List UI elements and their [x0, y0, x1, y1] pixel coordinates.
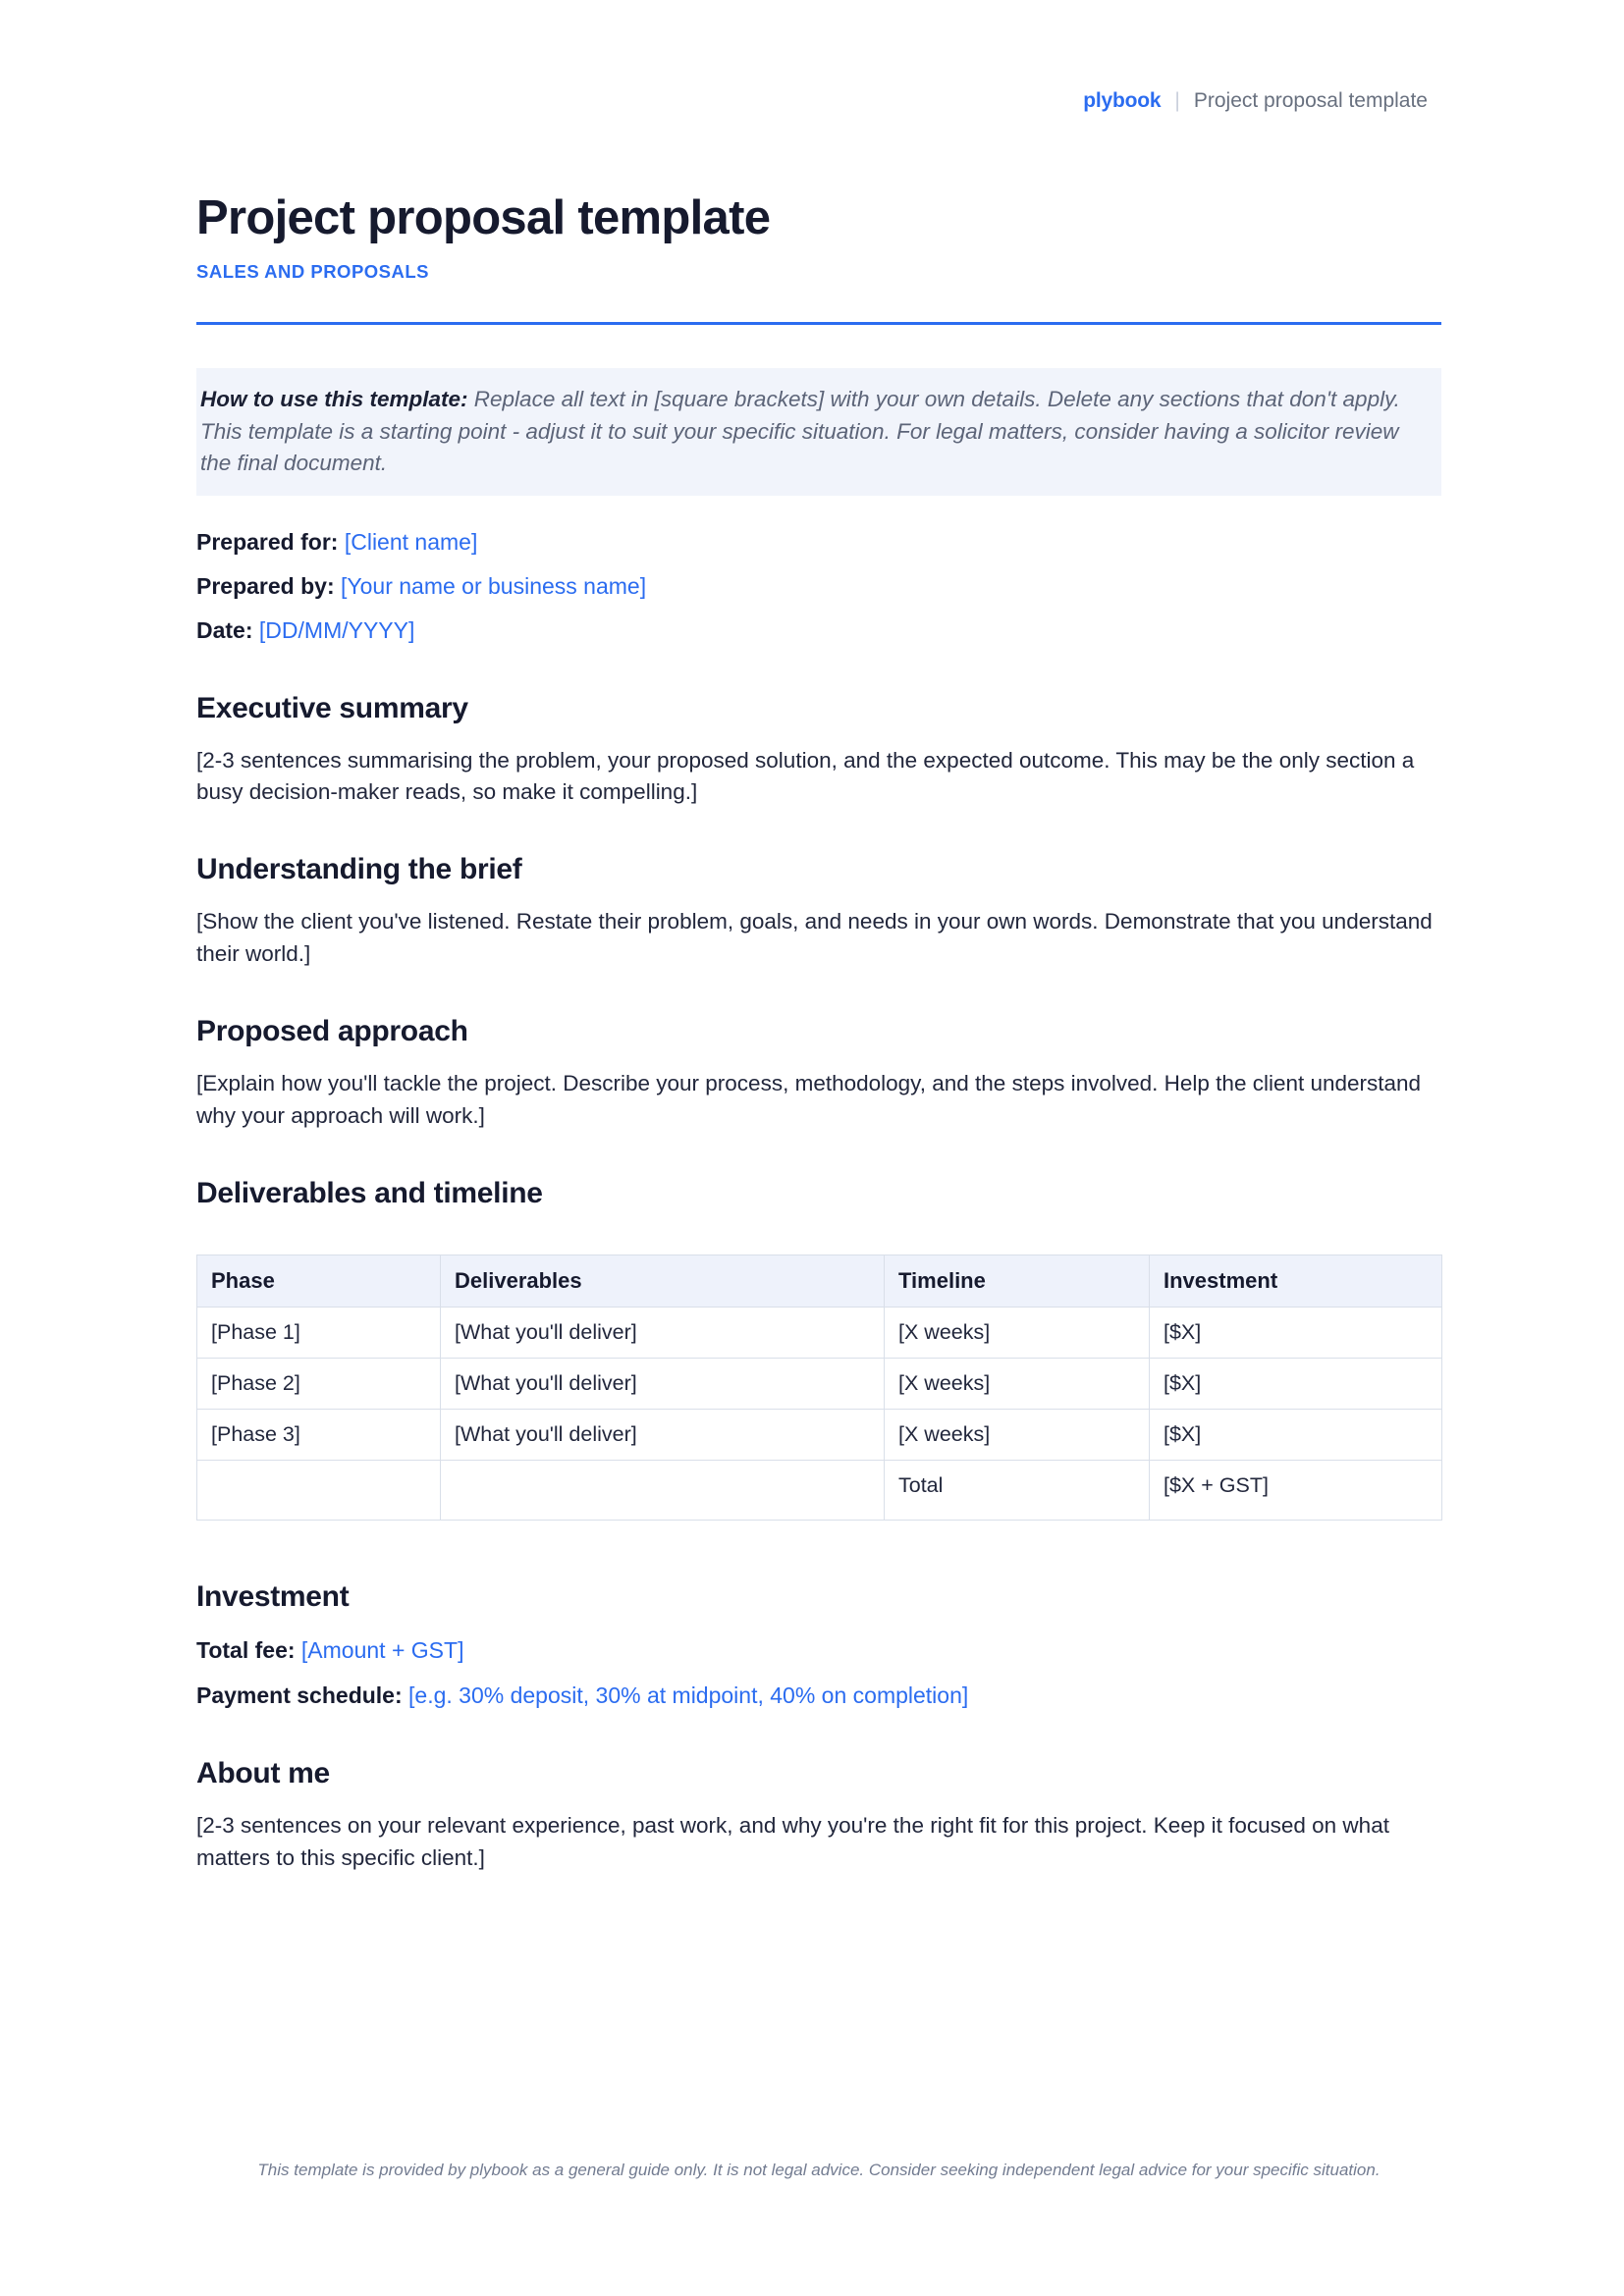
- meta-value[interactable]: [Client name]: [344, 528, 478, 555]
- cell-deliverables[interactable]: [What you'll deliver]: [441, 1307, 885, 1358]
- section-heading-executive-summary: Executive summary: [196, 691, 468, 724]
- meta-label: Date:: [196, 616, 253, 643]
- cell-timeline[interactable]: [X weeks]: [885, 1307, 1150, 1358]
- section-body-proposed-approach: [Explain how you'll tackle the project. Describe your process, methodology, and the steps involved. Help the client understand why your approach will work.]: [196, 1071, 1422, 1128]
- cell-total-label: Total: [885, 1460, 1150, 1520]
- investment-value[interactable]: [Amount + GST]: [300, 1636, 464, 1663]
- title-divider: [196, 322, 1441, 325]
- cell-total-value[interactable]: [$X + GST]: [1150, 1460, 1442, 1520]
- callout-lead: How to use this template:: [200, 386, 468, 411]
- header-document-title: Project proposal template: [1193, 89, 1428, 112]
- meta-block: [196, 525, 1441, 648]
- column-header-timeline: Timeline: [885, 1255, 1150, 1307]
- cell-investment[interactable]: [$X]: [1150, 1409, 1442, 1460]
- section-heading-proposed-approach: Proposed approach: [196, 1015, 468, 1047]
- meta-label: Prepared by:: [196, 572, 335, 599]
- meta-value[interactable]: [Your name or business name]: [341, 572, 647, 599]
- section-body-understanding-the-brief: [Show the client you've listened. Restate their problem, goals, and needs in your own words. Demonstrate that you understand their world.]: [196, 909, 1433, 967]
- header-separator: |: [1174, 89, 1180, 112]
- cell-deliverables[interactable]: [What you'll deliver]: [441, 1409, 885, 1460]
- section-heading-understanding-the-brief: Understanding the brief: [196, 853, 522, 886]
- investment-lines: [196, 1633, 1441, 1713]
- cell-investment[interactable]: [$X]: [1150, 1307, 1442, 1358]
- meta-prepared-by: [196, 569, 1441, 604]
- cell-phase[interactable]: [Phase 3]: [197, 1409, 441, 1460]
- investment-label: Total fee:: [196, 1636, 296, 1663]
- document-content: [196, 0, 1441, 1874]
- column-header-investment: Investment: [1150, 1255, 1442, 1307]
- section-body-executive-summary: [2-3 sentences summarising the problem, your proposed solution, and the expected outcome. This may be the only section a busy decision-maker reads, so make it compelling.]: [196, 747, 1415, 805]
- section-heading-investment: Investment: [196, 1579, 350, 1613]
- cell-phase[interactable]: [Phase 2]: [197, 1358, 441, 1409]
- investment-value[interactable]: [e.g. 30% deposit, 30% at midpoint, 40% on completion]: [408, 1682, 969, 1709]
- category-kicker: SALES AND PROPOSALS: [196, 260, 430, 282]
- section-heading-about-me: About me: [196, 1756, 330, 1789]
- meta-prepared-for: [196, 525, 1441, 560]
- column-header-phase: Phase: [197, 1255, 441, 1307]
- cell-deliverables[interactable]: [What you'll deliver]: [441, 1358, 885, 1409]
- deliverables-table: [196, 1255, 1442, 1521]
- table-row: [197, 1307, 1442, 1358]
- page-title: Project proposal template: [196, 191, 771, 244]
- cell-phase-empty[interactable]: [197, 1460, 441, 1520]
- investment-label: Payment schedule:: [196, 1682, 403, 1709]
- table-row: [197, 1358, 1442, 1409]
- cell-deliverables-empty[interactable]: [441, 1460, 885, 1520]
- investment-total-fee: [196, 1633, 1441, 1668]
- meta-date: [196, 614, 1441, 648]
- cell-timeline[interactable]: [X weeks]: [885, 1409, 1150, 1460]
- meta-label: Prepared for:: [196, 528, 339, 555]
- callout-text: Replace all text in [square brackets] with your own details. Delete any sections that don't apply. This template is a starting point - adjust it to suit your specific situation. For legal matters, consider having a solicitor review the final document.: [200, 386, 1400, 476]
- cell-investment[interactable]: [$X]: [1150, 1358, 1442, 1409]
- cell-phase[interactable]: [Phase 1]: [197, 1307, 441, 1358]
- table-row: [197, 1409, 1442, 1460]
- table-row-total: [197, 1460, 1442, 1520]
- section-heading-deliverables-and-timeline: Deliverables and timeline: [196, 1176, 543, 1209]
- investment-payment-schedule: [196, 1679, 1441, 1713]
- column-header-deliverables: Deliverables: [441, 1255, 885, 1307]
- brand-logo[interactable]: plybook: [1083, 89, 1162, 112]
- how-to-use-callout: [196, 368, 1441, 496]
- meta-value[interactable]: [DD/MM/YYYY]: [258, 616, 415, 643]
- section-body-about-me: [2-3 sentences on your relevant experience, past work, and why you're the right fit for this project. Keep it focused on what matters to this specific client.]: [196, 1812, 1389, 1870]
- footer-disclaimer: This template is provided by plybook as a general guide only. It is not legal advice. Consider seeking independent legal advice for your specific situation.: [257, 2161, 1380, 2179]
- table-header-row: [197, 1255, 1442, 1307]
- cell-timeline[interactable]: [X weeks]: [885, 1358, 1150, 1409]
